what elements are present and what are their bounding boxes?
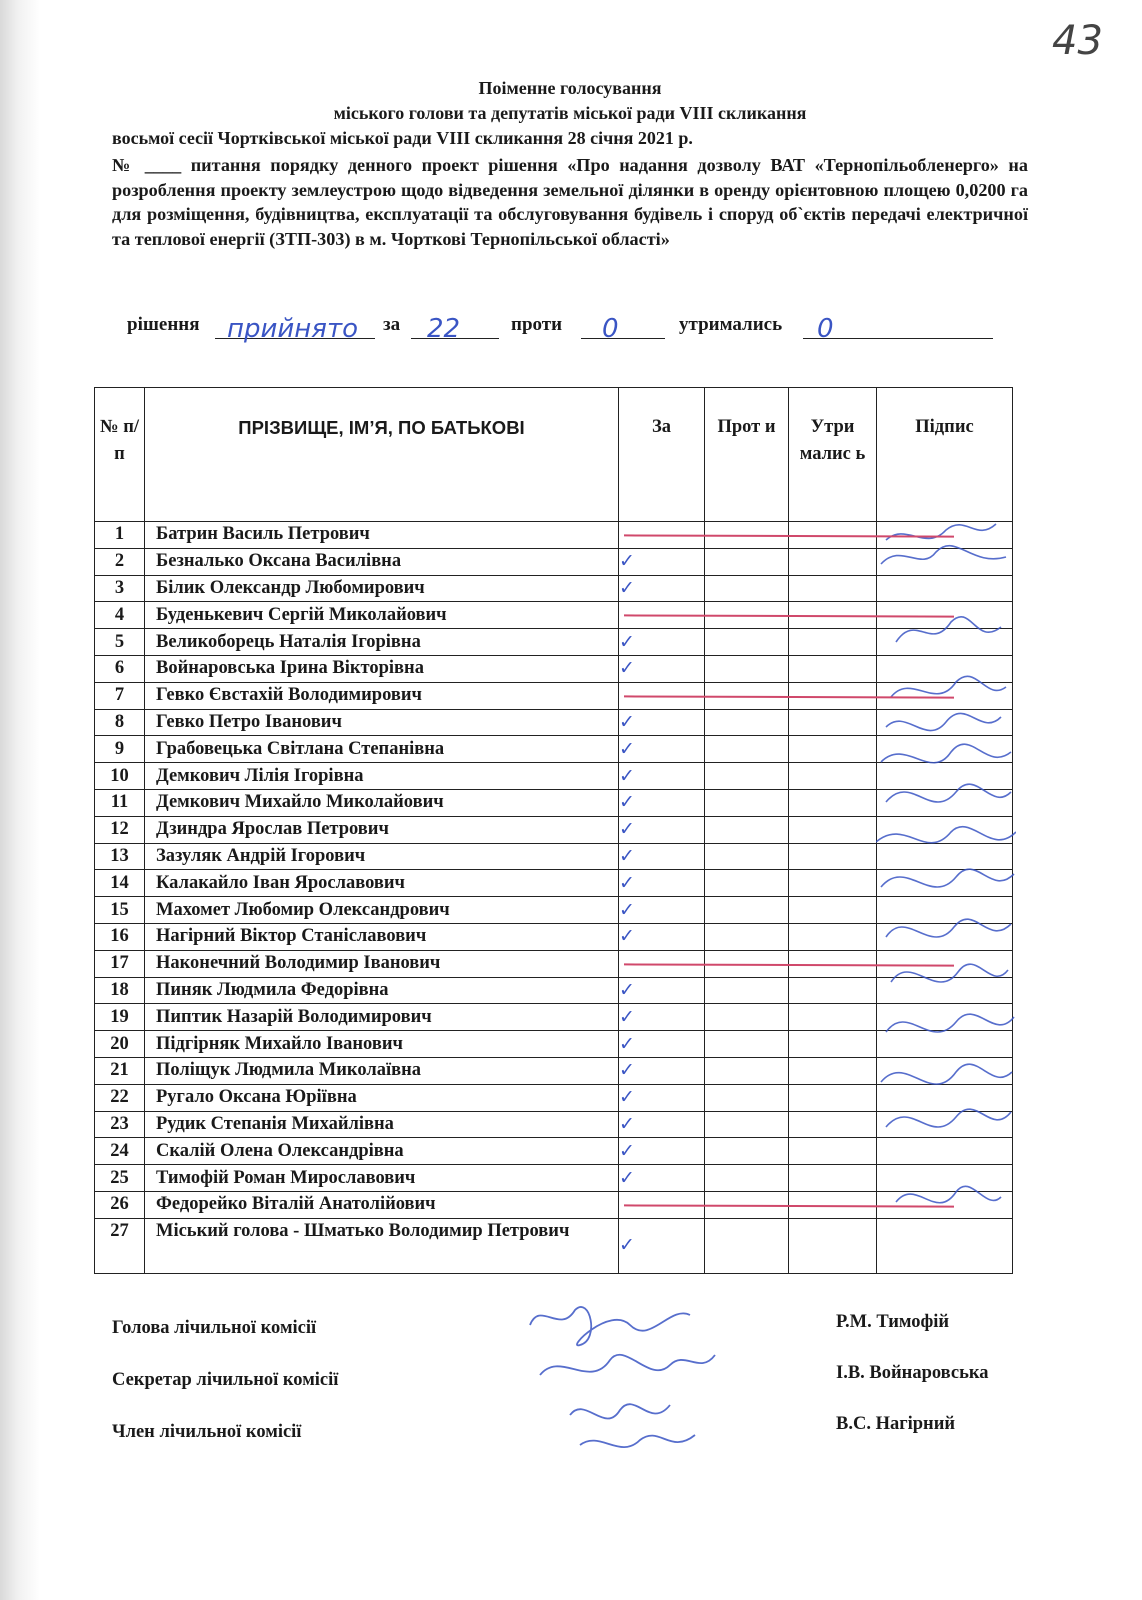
vote-abstained-cell bbox=[789, 1084, 877, 1111]
vote-for-mark: ✓ bbox=[619, 1218, 705, 1273]
member-name: Гевко Петро Іванович bbox=[145, 709, 619, 736]
vote-for-mark: ✓ bbox=[619, 1084, 705, 1111]
table-row bbox=[95, 629, 1013, 656]
table-row bbox=[95, 897, 1013, 924]
table-row bbox=[95, 816, 1013, 843]
table-row bbox=[95, 548, 1013, 575]
row-number: 25 bbox=[95, 1165, 145, 1192]
chair-name: Р.М. Тимофій bbox=[836, 1312, 950, 1332]
row-number: 12 bbox=[95, 816, 145, 843]
vote-for-mark: ✓ bbox=[619, 763, 705, 790]
vote-against-cell bbox=[705, 575, 789, 602]
row-number: 14 bbox=[95, 870, 145, 897]
col-header-against: Прот и bbox=[705, 388, 789, 522]
member-name: Демкович Михайло Миколайович bbox=[145, 789, 619, 816]
abstained-count: 0 bbox=[817, 314, 834, 344]
vote-for-mark: ✓ bbox=[619, 1031, 705, 1058]
row-number: 1 bbox=[95, 522, 145, 549]
row-number: 9 bbox=[95, 736, 145, 763]
row-number: 24 bbox=[95, 1138, 145, 1165]
vote-against-cell bbox=[705, 548, 789, 575]
vote-for-mark: ✓ bbox=[619, 816, 705, 843]
handwritten-page-number: 43 bbox=[1052, 18, 1103, 64]
vote-abstained-cell bbox=[789, 1165, 877, 1192]
member-name: Білик Олександр Любомирович bbox=[145, 575, 619, 602]
vote-against-cell bbox=[705, 1218, 789, 1273]
vote-abstained-cell bbox=[789, 870, 877, 897]
row-number: 4 bbox=[95, 602, 145, 629]
row-number: 3 bbox=[95, 575, 145, 602]
vote-against-cell bbox=[705, 816, 789, 843]
vote-against-cell bbox=[705, 977, 789, 1004]
vote-against-cell bbox=[705, 789, 789, 816]
member-name: Пиняк Людмила Федорівна bbox=[145, 977, 619, 1004]
vote-abstained-cell bbox=[789, 1138, 877, 1165]
vote-abstained-cell bbox=[789, 897, 877, 924]
secretary-name: І.В. Войнаровська bbox=[836, 1363, 989, 1383]
vote-against-cell bbox=[705, 763, 789, 790]
row-number: 13 bbox=[95, 843, 145, 870]
col-header-for: За bbox=[619, 388, 705, 522]
row-number: 23 bbox=[95, 1111, 145, 1138]
vote-abstained-cell bbox=[789, 1031, 877, 1058]
member-name: Грабовецька Світлана Степанівна bbox=[145, 736, 619, 763]
scan-edge-shadow bbox=[0, 0, 40, 1600]
member-name: Калакайло Іван Ярославович bbox=[145, 870, 619, 897]
member-name: Підгірняк Михайло Іванович bbox=[145, 1031, 619, 1058]
vote-abstained-cell bbox=[789, 977, 877, 1004]
vote-against-cell bbox=[705, 1165, 789, 1192]
vote-against-cell bbox=[705, 655, 789, 682]
table-row bbox=[95, 655, 1013, 682]
vote-abstained-cell bbox=[789, 923, 877, 950]
row-number: 7 bbox=[95, 682, 145, 709]
row-number: 11 bbox=[95, 789, 145, 816]
vote-abstained-cell bbox=[789, 655, 877, 682]
vote-abstained-cell bbox=[789, 575, 877, 602]
member-name: Буденькевич Сергій Миколайович bbox=[145, 602, 619, 629]
vote-against-cell bbox=[705, 843, 789, 870]
chair-label: Голова лічильної комісії bbox=[112, 1318, 317, 1338]
member-name: Гевко Євстахій Володимирович bbox=[145, 682, 619, 709]
vote-against-cell bbox=[705, 1057, 789, 1084]
vote-against-cell bbox=[705, 1084, 789, 1111]
table-row bbox=[95, 709, 1013, 736]
table-row bbox=[95, 575, 1013, 602]
table-row bbox=[95, 789, 1013, 816]
row-number: 6 bbox=[95, 655, 145, 682]
col-header-signature: Підпис bbox=[877, 388, 1013, 522]
vote-for-mark: ✓ bbox=[619, 548, 705, 575]
table-row bbox=[95, 1165, 1013, 1192]
vote-for-mark: ✓ bbox=[619, 736, 705, 763]
decision-label: рішення bbox=[127, 314, 200, 335]
vote-abstained-cell bbox=[789, 789, 877, 816]
vote-for-mark: ✓ bbox=[619, 1004, 705, 1031]
member-name: Батрин Василь Петрович bbox=[145, 522, 619, 549]
for-label: за bbox=[383, 314, 401, 335]
member-name: Нагірний Віктор Станіславович bbox=[145, 923, 619, 950]
row-number: 8 bbox=[95, 709, 145, 736]
decision-summary bbox=[127, 310, 1027, 344]
vote-abstained-cell bbox=[789, 816, 877, 843]
vote-for-mark: ✓ bbox=[619, 709, 705, 736]
vote-for-mark: ✓ bbox=[619, 843, 705, 870]
member-name: Наконечний Володимир Іванович bbox=[145, 950, 619, 977]
vote-against-cell bbox=[705, 1004, 789, 1031]
abstained-label: утримались bbox=[679, 314, 783, 335]
member-name: Махомет Любомир Олександрович bbox=[145, 897, 619, 924]
secretary-label: Секретар лічильної комісії bbox=[112, 1370, 339, 1390]
table-row bbox=[95, 1218, 1013, 1273]
doc-title: Поіменне голосування bbox=[478, 78, 662, 98]
row-number: 16 bbox=[95, 923, 145, 950]
against-label: проти bbox=[511, 314, 563, 335]
vote-against-cell bbox=[705, 897, 789, 924]
vote-abstained-cell bbox=[789, 1004, 877, 1031]
doc-subtitle: міського голови та депутатів міської ради VIII скликання bbox=[333, 103, 807, 123]
table-row bbox=[95, 1138, 1013, 1165]
vote-against-cell bbox=[705, 736, 789, 763]
col-header-num: № п/п bbox=[95, 388, 145, 522]
member-name: В.С. Нагірний bbox=[836, 1414, 956, 1434]
agenda-item-text: № ____ питання порядку денного проект рішення «Про надання дозволу ВАТ «Тернопільобленерго» на розроблення проекту землеустрою щодо відведення земельної ділянки в оренду орієнтовною площею 0,0200 га для розміщення, будівництва, експлуатації та обслуговування будівель і споруд об`єктів передачі електричної та теплової енергії (ЗТП-303) в м. Чорткові Тернопільської області» bbox=[112, 155, 1028, 249]
against-count: 0 bbox=[602, 314, 619, 344]
member-name: Ругало Оксана Юріївна bbox=[145, 1084, 619, 1111]
table-row bbox=[95, 736, 1013, 763]
row-number: 21 bbox=[95, 1057, 145, 1084]
vote-abstained-cell bbox=[789, 629, 877, 656]
vote-abstained-cell bbox=[789, 843, 877, 870]
vote-against-cell bbox=[705, 870, 789, 897]
table-row bbox=[95, 870, 1013, 897]
row-number: 19 bbox=[95, 1004, 145, 1031]
vote-against-cell bbox=[705, 709, 789, 736]
vote-abstained-cell bbox=[789, 548, 877, 575]
member-name: Демкович Лілія Ігорівна bbox=[145, 763, 619, 790]
row-number: 5 bbox=[95, 629, 145, 656]
vote-against-cell bbox=[705, 1138, 789, 1165]
decision-value: прийнято bbox=[227, 314, 358, 344]
member-name: Пиптик Назарій Володимирович bbox=[145, 1004, 619, 1031]
row-number: 10 bbox=[95, 763, 145, 790]
row-number: 17 bbox=[95, 950, 145, 977]
vote-for-mark: ✓ bbox=[619, 870, 705, 897]
table-row bbox=[95, 977, 1013, 1004]
session-line: восьмої сесії Чортківської міської ради VIII скликання 28 січня 2021 р. bbox=[112, 128, 693, 148]
vote-for-mark: ✓ bbox=[619, 977, 705, 1004]
for-count: 22 bbox=[427, 314, 461, 344]
table-row bbox=[95, 1084, 1013, 1111]
row-number: 15 bbox=[95, 897, 145, 924]
vote-abstained-cell bbox=[789, 1057, 877, 1084]
commission-signatures bbox=[520, 1295, 720, 1465]
table-row bbox=[95, 843, 1013, 870]
row-number: 20 bbox=[95, 1031, 145, 1058]
vote-for-mark: ✓ bbox=[619, 1111, 705, 1138]
vote-abstained-cell bbox=[789, 736, 877, 763]
vote-abstained-cell bbox=[789, 763, 877, 790]
member-name: Великоборець Наталія Ігорівна bbox=[145, 629, 619, 656]
member-label: Член лічильної комісії bbox=[112, 1422, 302, 1442]
vote-for-mark: ✓ bbox=[619, 897, 705, 924]
row-number: 22 bbox=[95, 1084, 145, 1111]
row-number: 18 bbox=[95, 977, 145, 1004]
col-header-name: ПРІЗВИЩЕ, ІМ’Я, ПО БАТЬКОВІ bbox=[145, 388, 619, 522]
vote-for-mark: ✓ bbox=[619, 1138, 705, 1165]
col-header-abstained: Утри малис ь bbox=[789, 388, 877, 522]
table-row bbox=[95, 1031, 1013, 1058]
member-name: Безналько Оксана Василівна bbox=[145, 548, 619, 575]
member-name: Поліщук Людмила Миколаївна bbox=[145, 1057, 619, 1084]
member-name: Дзиндра Ярослав Петрович bbox=[145, 816, 619, 843]
table-row bbox=[95, 1004, 1013, 1031]
row-number: 27 bbox=[95, 1218, 145, 1273]
signature-scribbles bbox=[876, 512, 1016, 1252]
table-row bbox=[95, 1111, 1013, 1138]
row-number: 26 bbox=[95, 1191, 145, 1218]
vote-for-mark: ✓ bbox=[619, 789, 705, 816]
vote-for-mark: ✓ bbox=[619, 1057, 705, 1084]
vote-against-cell bbox=[705, 1031, 789, 1058]
member-name: Зазуляк Андрій Ігорович bbox=[145, 843, 619, 870]
vote-for-mark: ✓ bbox=[619, 1165, 705, 1192]
vote-for-mark: ✓ bbox=[619, 923, 705, 950]
vote-abstained-cell bbox=[789, 709, 877, 736]
member-name: Міський голова - Шматько Володимир Петрович bbox=[145, 1218, 619, 1273]
vote-against-cell bbox=[705, 923, 789, 950]
table-row bbox=[95, 1057, 1013, 1084]
vote-for-mark: ✓ bbox=[619, 575, 705, 602]
vote-abstained-cell bbox=[789, 1218, 877, 1273]
table-row bbox=[95, 923, 1013, 950]
vote-abstained-cell bbox=[789, 1111, 877, 1138]
member-name: Войнаровська Ірина Вікторівна bbox=[145, 655, 619, 682]
member-name: Федорейко Віталій Анатолійович bbox=[145, 1191, 619, 1218]
vote-for-mark: ✓ bbox=[619, 655, 705, 682]
row-number: 2 bbox=[95, 548, 145, 575]
member-name: Скалій Олена Олександрівна bbox=[145, 1138, 619, 1165]
member-name: Рудик Степанія Михайлівна bbox=[145, 1111, 619, 1138]
vote-for-mark: ✓ bbox=[619, 629, 705, 656]
vote-against-cell bbox=[705, 1111, 789, 1138]
table-row bbox=[95, 763, 1013, 790]
vote-against-cell bbox=[705, 629, 789, 656]
table-header-row bbox=[95, 388, 1013, 522]
member-name: Тимофій Роман Мирославович bbox=[145, 1165, 619, 1192]
